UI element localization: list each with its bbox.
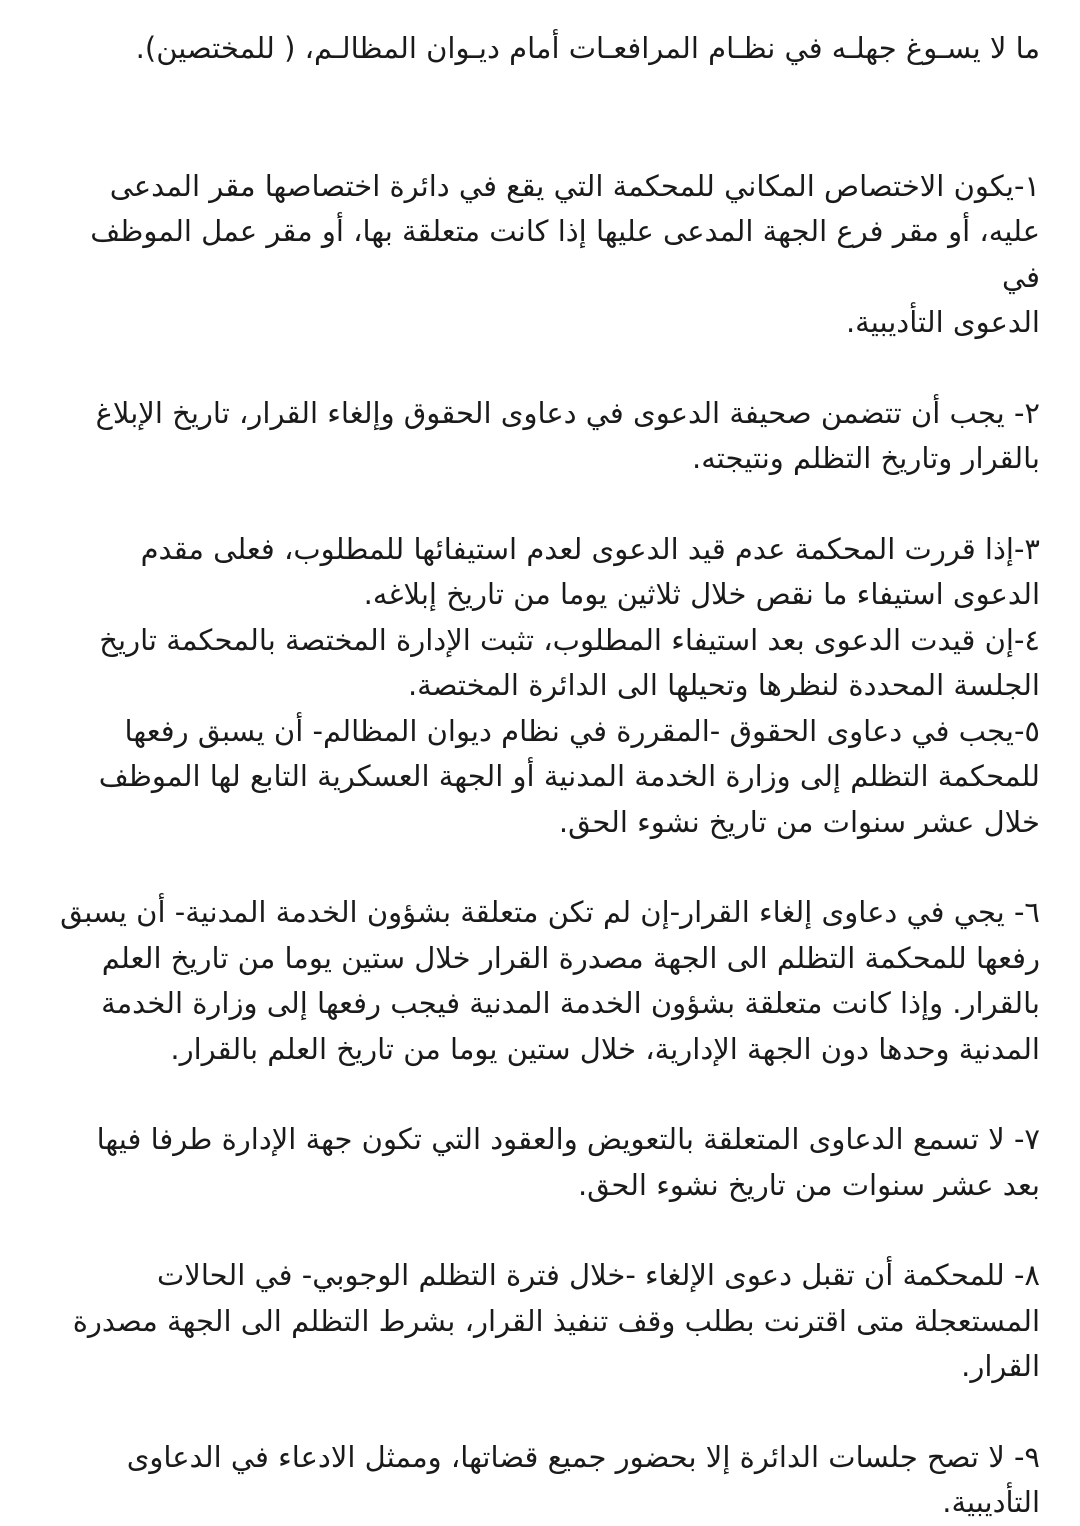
document-title: ما لا يسـوغ جهلـه في نظـام المرافعـات أمام ديـوان المظالـم، ( للمختصين). xyxy=(135,31,1040,65)
paragraph-3: ٣-إذا قررت المحكمة عدم قيد الدعوى لعدم استيفائها للمطلوب، فعلى مقدم الدعوى استيفاء ما نقص خلال ثلاثين يوما من تاريخ إبلاغه. xyxy=(140,531,1040,611)
paragraph-5: ٥-يجب في دعاوى الحقوق -المقررة في نظام ديوان المظالم- أن يسبق رفعها للمحكمة التظلم إلى وزارة الخدمة المدنية أو الجهة العسكرية التابع لها الموظف خلال عشر سنوات من تاريخ نشوء الحق. xyxy=(98,713,1040,839)
paragraph-2: ٢- يجب أن تتضمن صحيفة الدعوى في دعاوى الحقوق وإلغاء القرار، تاريخ الإبلاغ بالقرار وتاريخ التظلم ونتيجته. xyxy=(95,395,1040,475)
paragraph-7: ٧- لا تسمع الدعاوى المتعلقة بالتعويض والعقود التي تكون جهة الإدارة طرفا فيها بعد عشر سنوات من تاريخ نشوء الحق. xyxy=(96,1122,1040,1202)
paragraph-4: ٤-إن قيدت الدعوى بعد استيفاء المطلوب، تثبت الإدارة المختصة بالمحكمة تاريخ الجلسة المحددة لنظرها وتحيلها الى الدائرة المختصة. xyxy=(99,622,1040,702)
paragraph-9: ٩- لا تصح جلسات الدائرة إلا بحضور جميع قضاتها، وممثل الادعاء في الدعاوى التأديبية. xyxy=(126,1439,1040,1519)
paragraph-6: ٦- يجي في دعاوى إلغاء القرار-إن لم تكن متعلقة بشؤون الخدمة المدنية- أن يسبق رفعها للمحكمة التظلم الى الجهة مصدرة القرار خلال ستين يوما من تاريخ العلم بالقرار. وإذا كانت متعلقة بشؤون الخدمة المدنية فيجب رفعها إلى وزارة الخدمة المدنية وحدها دون الجهة الإدارية، خلال ستين يوما من تاريخ العلم بالقرار. xyxy=(60,895,1040,1066)
paragraph-8: ٨- للمحكمة أن تقبل دعوى الإلغاء -خلال فترة التظلم الوجوبي- في الحالات المستعجلة متى اقترنت بطلب وقف تنفيذ القرار، بشرط التظلم الى الجهة مصدرة القرار. xyxy=(72,1258,1040,1383)
paragraph-1: ١-يكون الاختصاص المكاني للمحكمة التي يقع في دائرة اختصاصها مقر المدعى عليه، أو مقر فرع الجهة المدعى عليها إذا كانت متعلقة بها، أو مقر عمل الموظف في الدعوى التأديبية. xyxy=(90,168,1040,339)
